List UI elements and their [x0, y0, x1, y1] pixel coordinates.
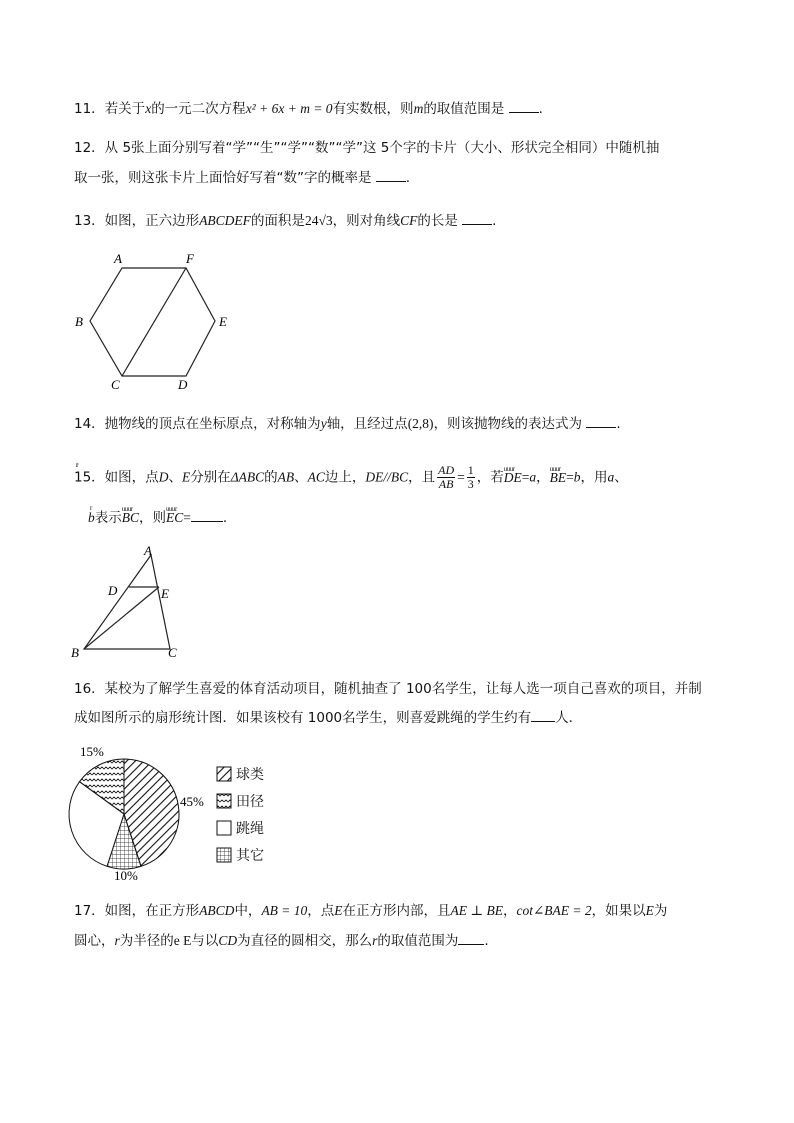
vector-b: r b	[88, 510, 95, 525]
q11-var-m: m	[413, 101, 424, 116]
diagonal-hatch-icon	[216, 766, 232, 782]
legend-label: 跳绳	[236, 820, 264, 837]
q17-circle-e: e E	[173, 933, 192, 948]
q17-text: ，如果以	[591, 903, 646, 919]
label-d: D	[178, 377, 188, 392]
q11-text: 的取值范围是	[423, 101, 505, 117]
question-12-line2	[74, 167, 734, 188]
vector-a: r a	[608, 470, 615, 485]
question-16	[74, 679, 734, 699]
q14-point: (2,8)	[407, 416, 434, 431]
pie-chart	[66, 742, 216, 884]
q17-text: 与以	[191, 933, 219, 949]
q17-square: ABCD	[199, 903, 235, 918]
q17-point-e: E	[645, 903, 654, 918]
label-10pct: 10%	[114, 868, 138, 883]
q17-text: 在正方形内部，且	[342, 903, 451, 919]
equals: =	[521, 469, 530, 485]
q11-number: 11．	[74, 101, 105, 117]
q11-equation: x² + 6x + m = 0	[245, 101, 333, 116]
q12-line2: 取一张，则这张卡片上面恰好写着“数”字的概率是	[74, 170, 372, 186]
vector-a: r a	[529, 470, 536, 485]
vector-b: r b	[574, 470, 581, 485]
q17-text: 17．如图，在正方形	[74, 903, 200, 919]
q13-diagonal: CF	[400, 213, 418, 228]
blank-box-icon	[216, 820, 232, 836]
label-b: B	[71, 645, 79, 660]
q11-text: 若关于	[104, 101, 146, 117]
answer-blank[interactable]	[462, 210, 492, 225]
answer-blank[interactable]	[531, 707, 555, 722]
question-11	[74, 98, 734, 119]
q17-text: 的取值范围为	[377, 933, 459, 949]
answer-blank[interactable]	[509, 98, 539, 113]
q16-line2: 成如图所示的扇形统计图．如果该校有 1000名学生，则喜爱跳绳的学生约有	[74, 710, 532, 726]
equals: =	[457, 469, 465, 485]
hexagon-shape	[90, 268, 215, 376]
q11-text: 有实数根，则	[332, 101, 414, 117]
q17-text: 为直径的圆相交，那么	[237, 933, 373, 949]
q17-radius: r	[372, 933, 378, 948]
legend-label: 田径	[236, 793, 264, 810]
legend-label: 球类	[236, 766, 264, 783]
q13-hexagon-name: ABCDEF	[199, 213, 251, 228]
question-15	[74, 464, 734, 491]
legend-item-ball	[216, 760, 264, 787]
q11-text: 的一元二次方程	[151, 101, 246, 117]
q15-text: ，则	[139, 510, 167, 526]
q15-triangle: ΔABC	[230, 469, 265, 485]
question-17	[74, 901, 734, 921]
q17-text: ，点	[307, 903, 335, 919]
q13-area: 24√3	[304, 213, 333, 228]
vector-bc: uuur BC	[122, 508, 139, 528]
period: .	[616, 416, 621, 432]
q14-axis: y	[320, 416, 327, 431]
q15-text: ，用	[580, 469, 608, 486]
vector-be: uuur BE	[550, 468, 567, 488]
answer-blank[interactable]	[376, 167, 406, 182]
equals: =	[183, 510, 191, 525]
answer-blank[interactable]	[458, 930, 484, 945]
question-17-line2	[74, 930, 734, 951]
q15-text: 分别在	[190, 469, 231, 486]
comma: ，	[536, 469, 550, 486]
q15-point-e: E	[181, 469, 191, 485]
question-15-line2	[88, 507, 748, 528]
q17-text: ，	[502, 903, 517, 919]
q16-line1: 16．某校为了解学生喜爱的体育活动项目，随机抽查了 100名学生，让每人选一项自己喜欢的项目，并制	[74, 681, 702, 697]
question-16-line2	[74, 707, 734, 728]
q12-line1: 12．从 5张上面分别写着“学”“生”“学”“数”“学”这 5个字的卡片（大小、形状完全相同）中随机抽	[74, 140, 660, 156]
answer-blank[interactable]	[586, 413, 616, 428]
label-b: B	[75, 314, 83, 329]
grid-hatch-icon	[216, 847, 232, 863]
q13-text: ，则对角线	[332, 213, 401, 229]
hexagon-figure	[70, 248, 240, 393]
q15-side-ab: AB	[277, 469, 295, 485]
q14-text: 14．抛物线的顶点在坐标原点，对称轴为	[74, 416, 321, 432]
legend-item-track	[216, 787, 264, 814]
q15-text: ，且	[408, 469, 436, 486]
triangle-figure	[66, 543, 196, 665]
q17-perp: AE ⊥ BE	[450, 903, 503, 918]
q17-point-e: E	[334, 903, 343, 918]
q15-fraction-value: $\frac{1}{3}$	[467, 463, 474, 491]
period: .	[484, 933, 489, 949]
legend-item-other	[216, 841, 264, 868]
label-15pct: 15%	[80, 744, 104, 759]
q17-ab: AB = 10	[261, 903, 308, 918]
q15-side-ac: AC	[307, 469, 325, 485]
q15-fraction: $\frac{AD}{AB}$	[438, 463, 455, 491]
pie-legend	[216, 760, 264, 868]
label-c: C	[111, 377, 120, 392]
label-e: E	[219, 314, 227, 329]
q11-var-x: x	[145, 101, 152, 116]
q13-text: 的面积是	[250, 213, 305, 229]
legend-label: 其它	[236, 847, 264, 864]
wave-hatch-icon	[216, 793, 232, 809]
q17-text: 为	[653, 903, 668, 919]
triangle-abc	[84, 555, 170, 649]
period: .	[222, 510, 228, 526]
q16-unit: 人．	[555, 710, 583, 726]
diagonal-cf	[122, 268, 186, 376]
label-f: F	[186, 251, 194, 266]
label-d: D	[108, 583, 118, 598]
q15-text: 边上，	[324, 469, 366, 486]
q17-cd: CD	[218, 933, 238, 948]
q15-parallel: DE//BC	[365, 469, 409, 485]
q14-text: 轴，且经过点	[326, 416, 408, 432]
equals: =	[566, 469, 574, 485]
question-13	[74, 210, 734, 231]
q15-sep: 、	[614, 469, 628, 486]
q15-text: ，若	[476, 469, 504, 486]
label-45pct: 45%	[180, 794, 204, 809]
label-a: A	[144, 543, 152, 558]
question-12	[74, 138, 734, 158]
period: .	[405, 170, 411, 186]
legend-item-rope	[216, 814, 264, 841]
q15-text: 表示	[94, 510, 122, 526]
vector-de: uuur DE	[504, 468, 522, 488]
q17-text: 中，	[234, 903, 262, 919]
label-a: A	[114, 251, 122, 266]
question-14	[74, 413, 734, 434]
period: .	[538, 101, 543, 117]
vector-ec: uuur EC	[166, 508, 183, 528]
q17-text: 为半径的	[119, 933, 174, 949]
period: .	[492, 213, 497, 229]
q14-text: ，则该抛物线的表达式为	[433, 416, 583, 432]
q17-text: 圆心，	[74, 933, 115, 949]
q13-text: 的长是	[417, 213, 458, 229]
q15-sep: 、	[294, 469, 308, 486]
q15-text: 15．如图，点	[74, 469, 159, 486]
q15-point-d: D	[158, 469, 169, 485]
answer-blank[interactable]	[191, 507, 223, 522]
q13-text: 13．如图，正六边形	[74, 213, 200, 229]
q17-radius: r	[114, 933, 120, 948]
q15-sep: 、	[168, 469, 182, 486]
label-c: C	[168, 645, 177, 660]
q15-text: 的	[264, 469, 278, 486]
label-e: E	[161, 586, 169, 601]
q17-cot: cot∠BAE = 2	[516, 903, 592, 918]
